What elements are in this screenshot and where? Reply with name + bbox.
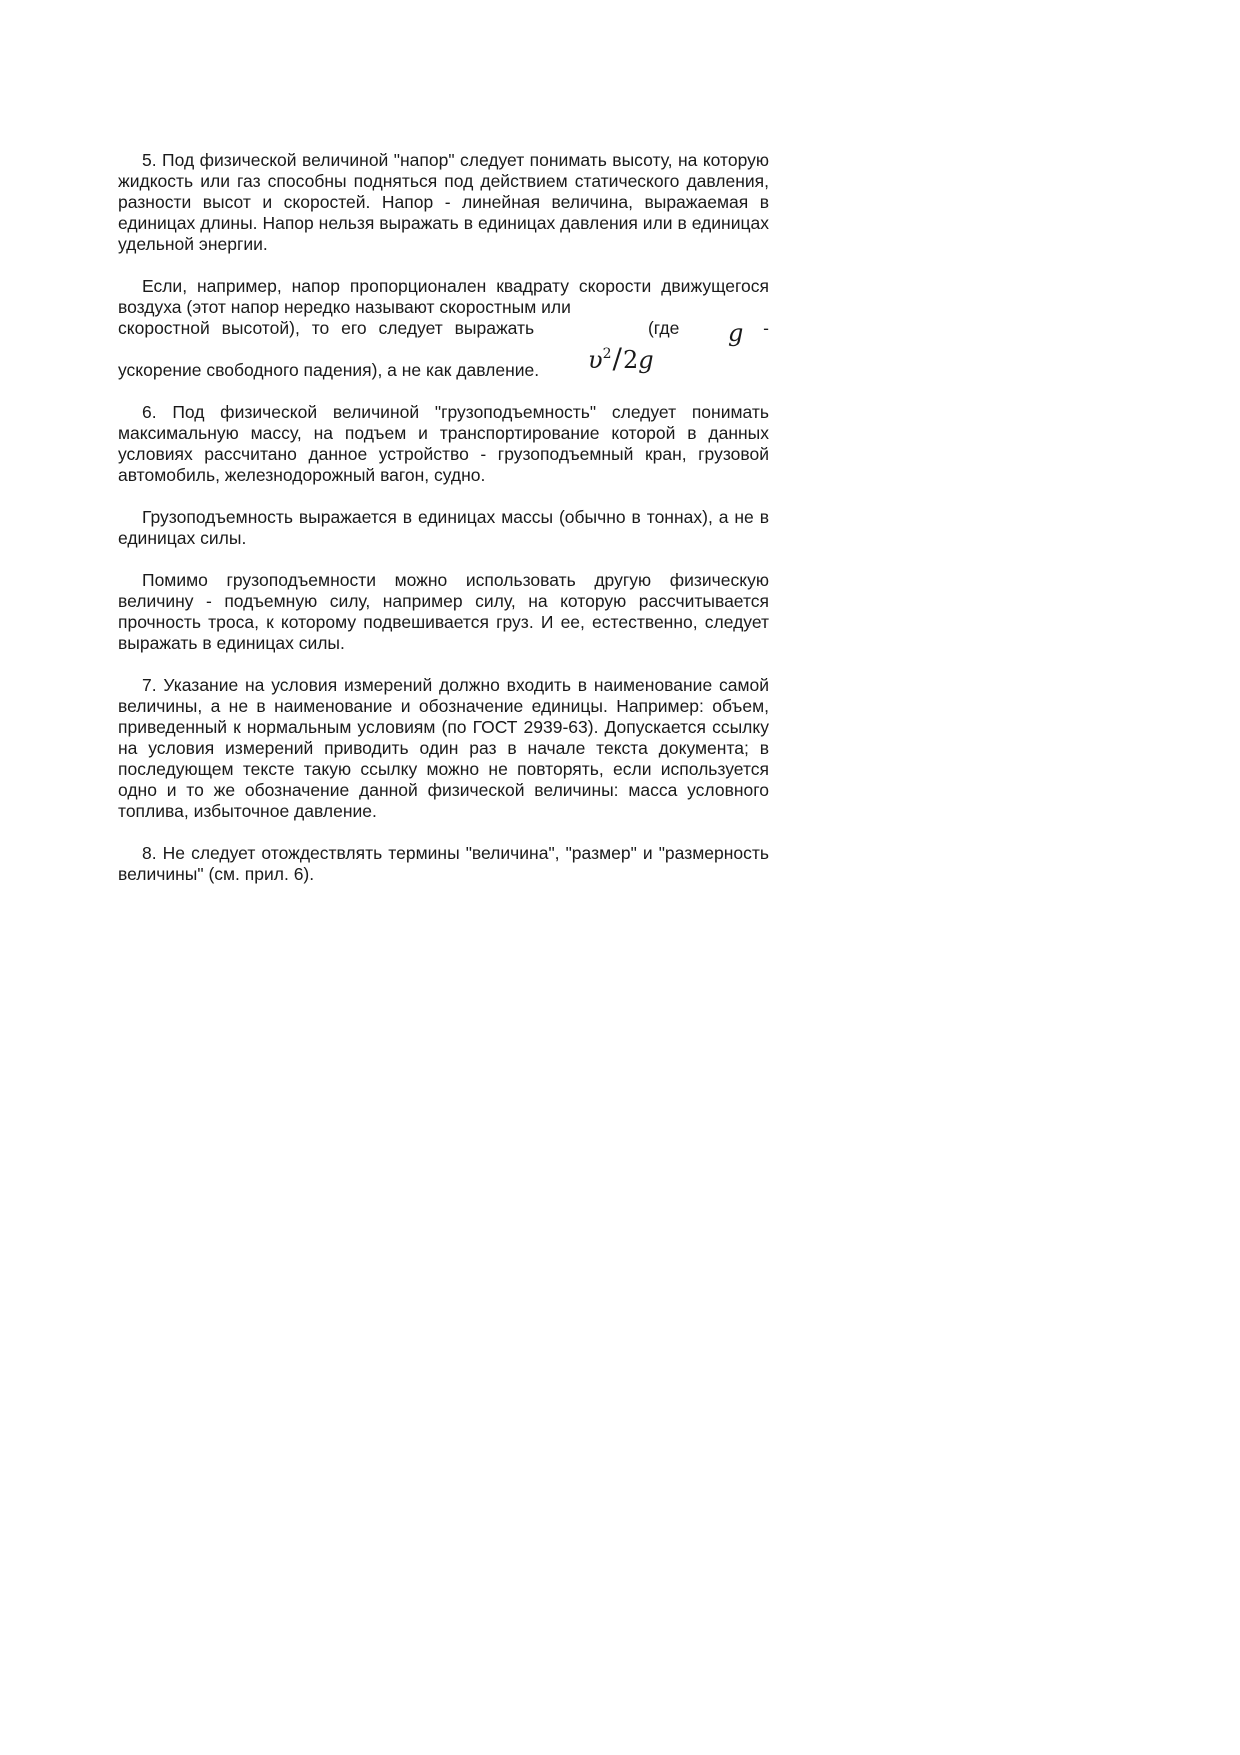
- formula-paren-text: (где: [647, 318, 680, 338]
- document-body: [118, 150, 769, 906]
- formula-intro-text: скоростной высотой), то его следует выражать: [118, 318, 535, 338]
- paragraph-6-lifting-force: Помимо грузоподъемности можно использовать другую физическую величину - подъемную силу, например силу, на которую рассчитывается прочность троса, к которому подвешивается груз. И ее, естественно, следует выражать в единицах силы.: [118, 570, 769, 653]
- paragraph-8: 8. Не следует отождествлять термины "величина", "размер" и "размерность величины" (см. прил. 6).: [118, 843, 769, 884]
- paragraph-head-example: [118, 276, 769, 381]
- paragraph-7: 7. Указание на условия измерений должно входить в наименование самой величины, а не в наименование и обозначение единицы. Например: объем, приведенный к нормальным условиям (по ГОСТ 2939-63). Допускается ссылку на условия измерений приводить один раз в начале текста документа; в последующем тексте такую ссылку можно не повторять, если используется одно и то же обозначение данной физической величины: масса условного топлива, избыточное давление.: [118, 675, 769, 821]
- gravity-symbol: g: [728, 319, 744, 347]
- formula-line: [118, 318, 769, 381]
- formula-tail-text: ускорение свободного падения), а не как давление.: [118, 360, 540, 380]
- paragraph-6: 6. Под физической величиной "грузоподъемность" следует понимать максимальную массу, на подъем и транспортирование которой в данных условиях рассчитано данное устройство - грузоподъемный кран, грузовой автомобиль, железнодорожный вагон, судно.: [118, 402, 769, 485]
- velocity-head-formula: $\upsilon^2/2g$: [588, 342, 654, 375]
- paragraph-5: 5. Под физической величиной "напор" следует понимать высоту, на которую жидкость или газ способны подняться под действием статического давления, разности высот и скоростей. Напор - линейная величина, выражаемая в единицах длины. Напор нельзя выражать в единицах давления или в единицах удельной энергии.: [118, 150, 769, 254]
- formula-dash-text: -: [763, 318, 769, 338]
- paragraph-6-mass-units: Грузоподъемность выражается в единицах массы (обычно в тоннах), а не в единицах силы.: [118, 507, 769, 548]
- paragraph-head-example-text: Если, например, напор пропорционален квадрату скорости движущегося воздуха (этот напор нередко называют скоростным или: [118, 276, 769, 317]
